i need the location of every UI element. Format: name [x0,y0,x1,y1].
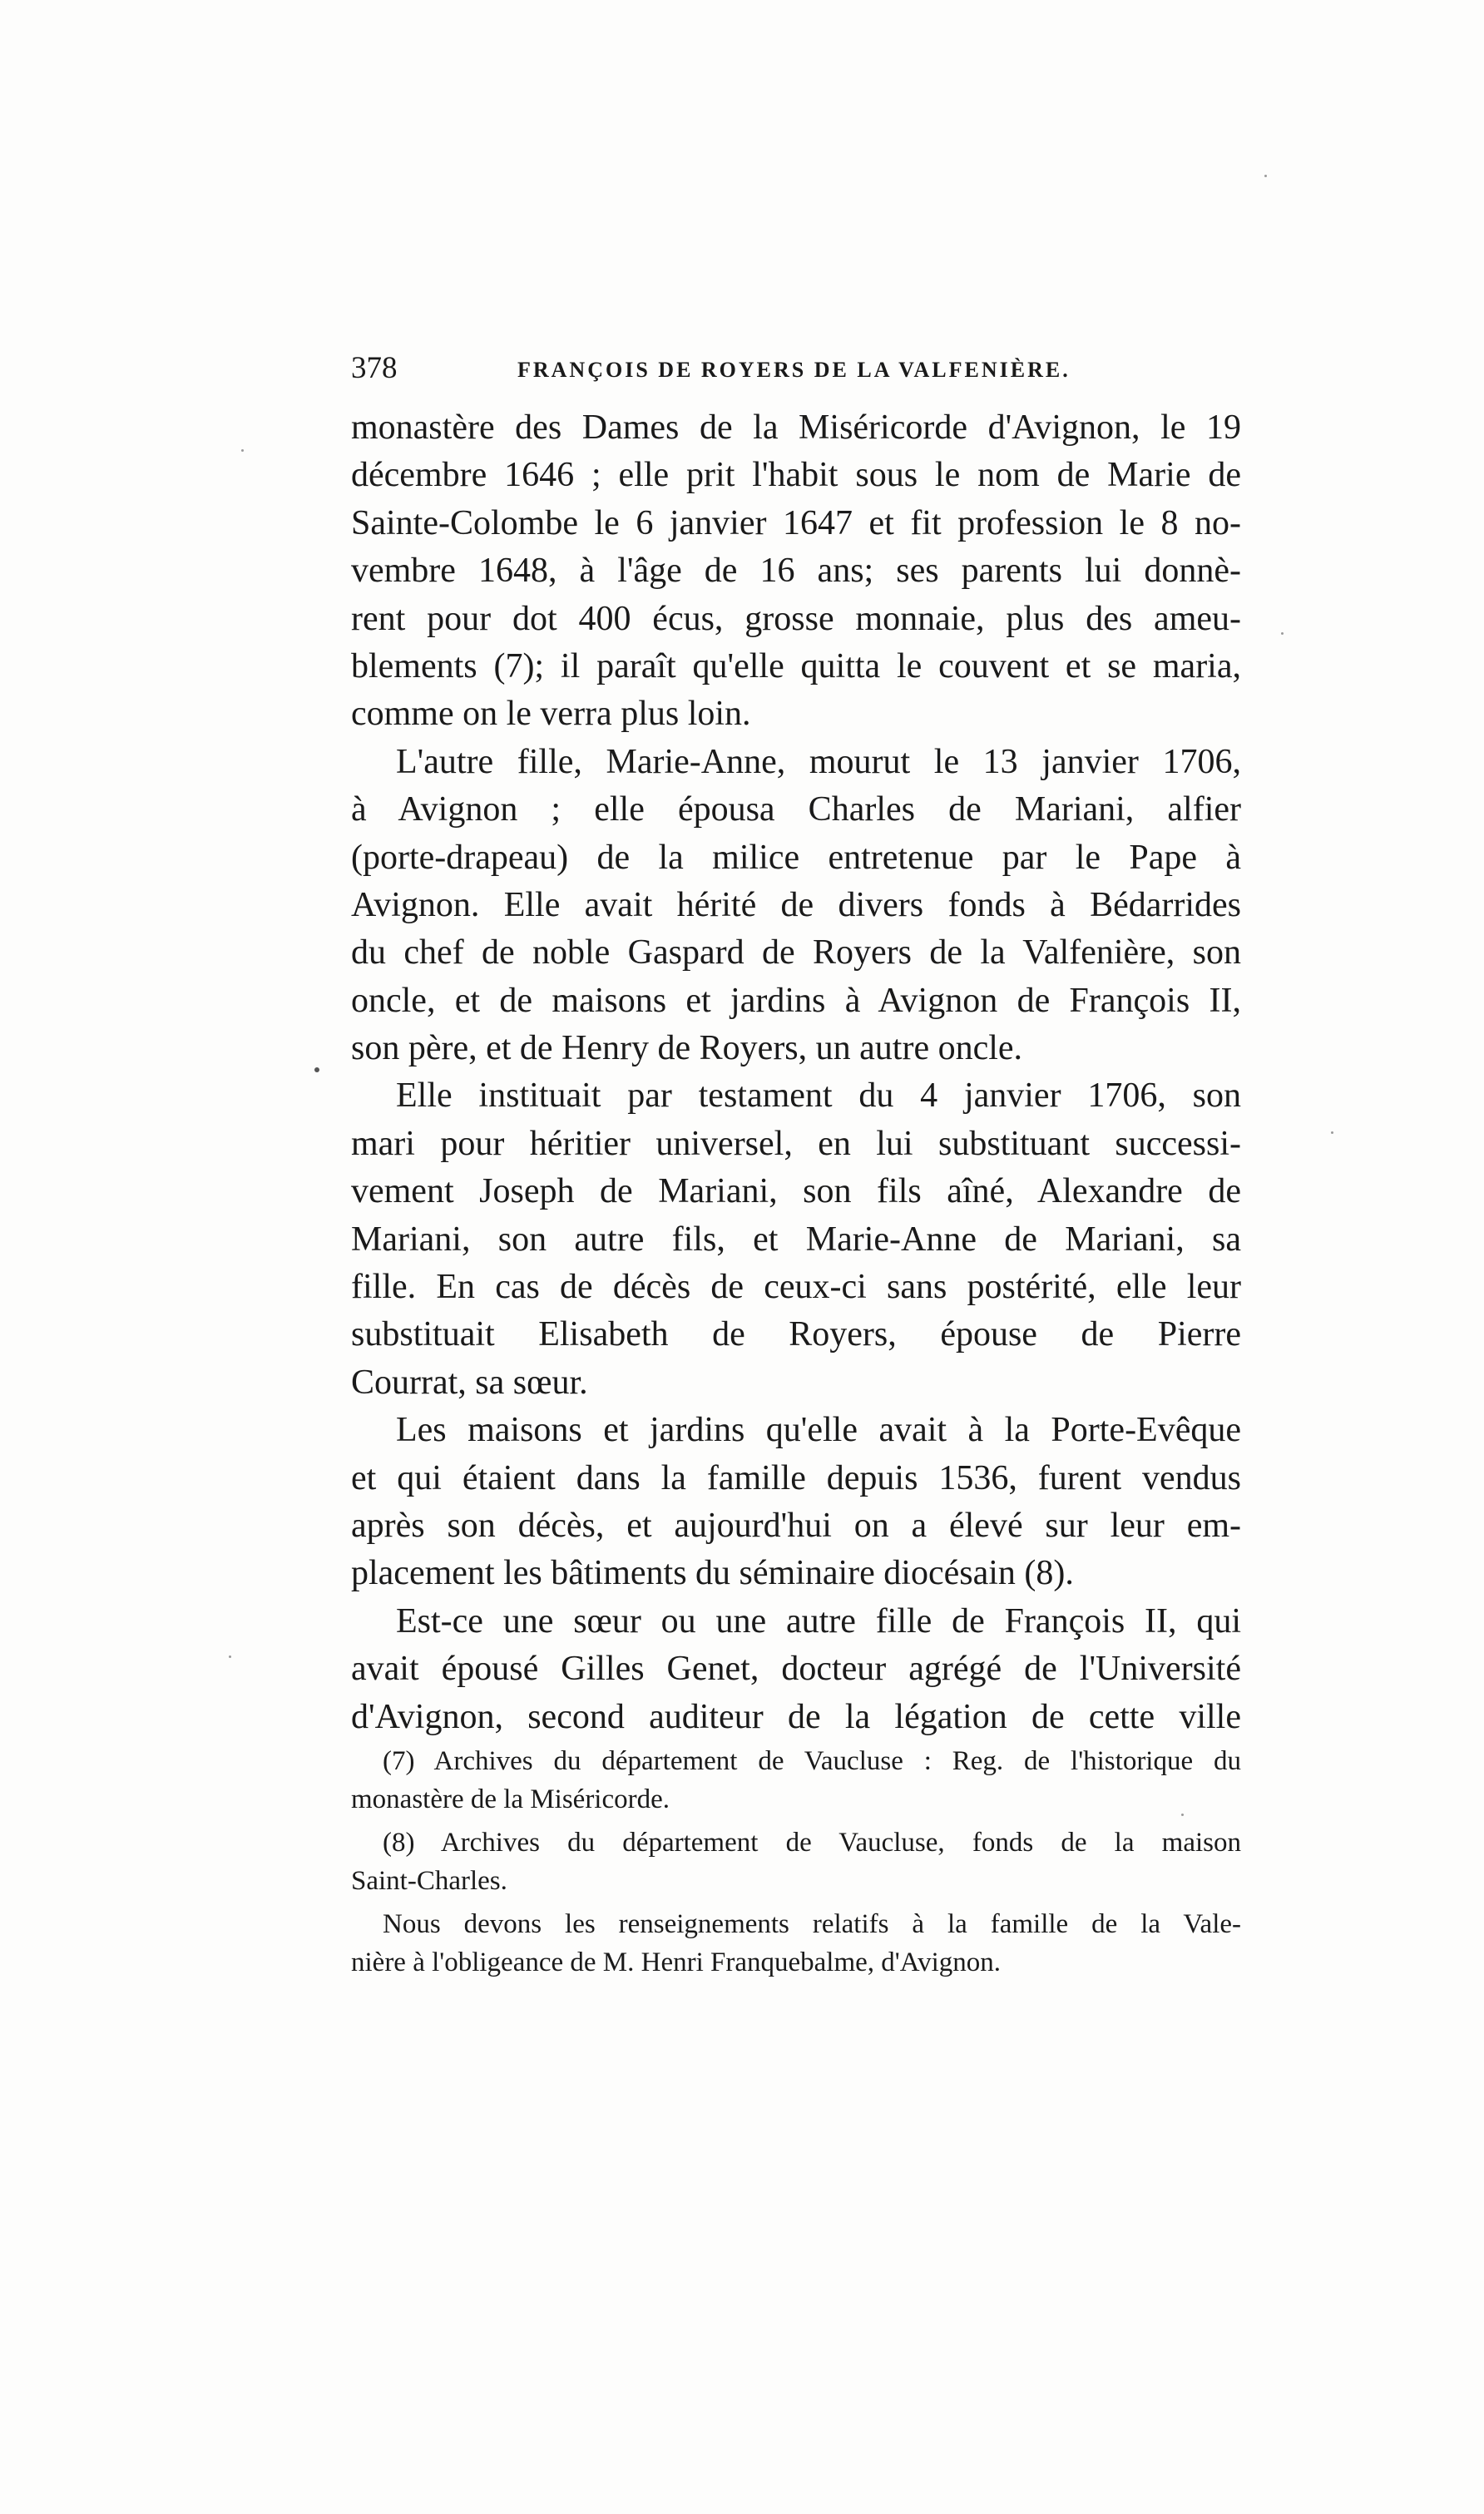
text-line: Avignon. Elle avait hérité de divers fonds à Bédarrides [351,885,1241,924]
page-number: 378 [351,351,398,385]
running-head [351,348,1241,389]
text-line: décembre 1646 ; elle prit l'habit sous le nom de Marie de [351,456,1241,495]
text-line: rent pour dot 400 écus, grosse monnaie, plus des ameu- [351,599,1241,638]
text-line: Est-ce une sœur ou une autre fille de François II, qui [396,1601,1241,1641]
text-line: monastère des Dames de la Miséricorde d'Avignon, le 19 [351,408,1241,447]
paper-speck [241,449,244,452]
text-line: comme on le verra plus loin. [351,695,751,734]
text-line: d'Avignon, second auditeur de la légation de cette ville [351,1697,1241,1736]
text-line: Les maisons et jardins qu'elle avait à la Porte-Evêque [396,1411,1241,1450]
footnote-line: nière à l'obligeance de M. Henri Franquebalme, d'Avignon. [351,1947,1002,1977]
text-line: oncle, et de maisons et jardins à Avignon de François II, [351,981,1241,1020]
paper-speck [1181,1814,1184,1816]
footnote-line: monastère de la Miséricorde. [351,1784,670,1814]
text-line: avait épousé Gilles Genet, docteur agrégé de l'Université [351,1650,1241,1689]
text-line: Courrat, sa sœur. [351,1363,588,1402]
paper-speck [229,1655,231,1658]
text-line: à Avignon ; elle épousa Charles de Mariani, alfier [351,790,1241,829]
footnote-line: (8) Archives du département de Vaucluse, fonds de la maison [383,1828,1241,1858]
footnote-line: (7) Archives du département de Vaucluse : Reg. de l'historique du [383,1746,1241,1776]
footnotes [351,1742,1241,1982]
text-line: son père, et de Henry de Royers, un autre oncle. [351,1029,1023,1068]
text-line: fille. En cas de décès de ceux-ci sans postérité, elle leur [351,1268,1241,1307]
body-text [351,404,1241,1741]
text-line: vement Joseph de Mariani, son fils aîné, Alexandre de [351,1172,1241,1211]
footnote-line: Saint-Charles. [351,1866,507,1896]
text-line: Mariani, son autre fils, et Marie-Anne de Mariani, sa [351,1220,1241,1259]
text-line: après son décès, et aujourd'hui on a élevé sur leur em- [351,1506,1241,1545]
text-line: du chef de noble Gaspard de Royers de la Valfenière, son [351,933,1241,972]
text-line: substituait Elisabeth de Royers, épouse de Pierre [351,1315,1241,1354]
paper-speck [314,1067,319,1072]
text-line: vembre 1648, à l'âge de 16 ans; ses parents lui donnè- [351,552,1241,591]
text-line: mari pour héritier universel, en lui substituant successi- [351,1124,1241,1163]
running-title: FRANÇOIS DE ROYERS DE LA VALFENIÈRE. [517,358,1071,382]
text-line: placement les bâtiments du séminaire diocésain (8). [351,1554,1074,1593]
text-line: Elle instituait par testament du 4 janvier 1706, son [396,1076,1241,1116]
text-line: (porte-drapeau) de la milice entretenue par le Pape à [351,838,1241,877]
text-line: et qui étaient dans la famille depuis 1536, furent vendus [351,1458,1241,1497]
paper-speck [1264,175,1267,177]
text-line: blements (7); il paraît qu'elle quitta le couvent et se maria, [351,646,1241,685]
paper-speck [1331,1131,1333,1134]
text-line: Sainte-Colombe le 6 janvier 1647 et fit profession le 8 no- [351,503,1241,542]
paper-speck [1281,632,1284,635]
text-line: L'autre fille, Marie-Anne, mourut le 13 janvier 1706, [396,742,1241,781]
footnote-line: Nous devons les renseignements relatifs à la famille de la Vale- [383,1909,1241,1939]
